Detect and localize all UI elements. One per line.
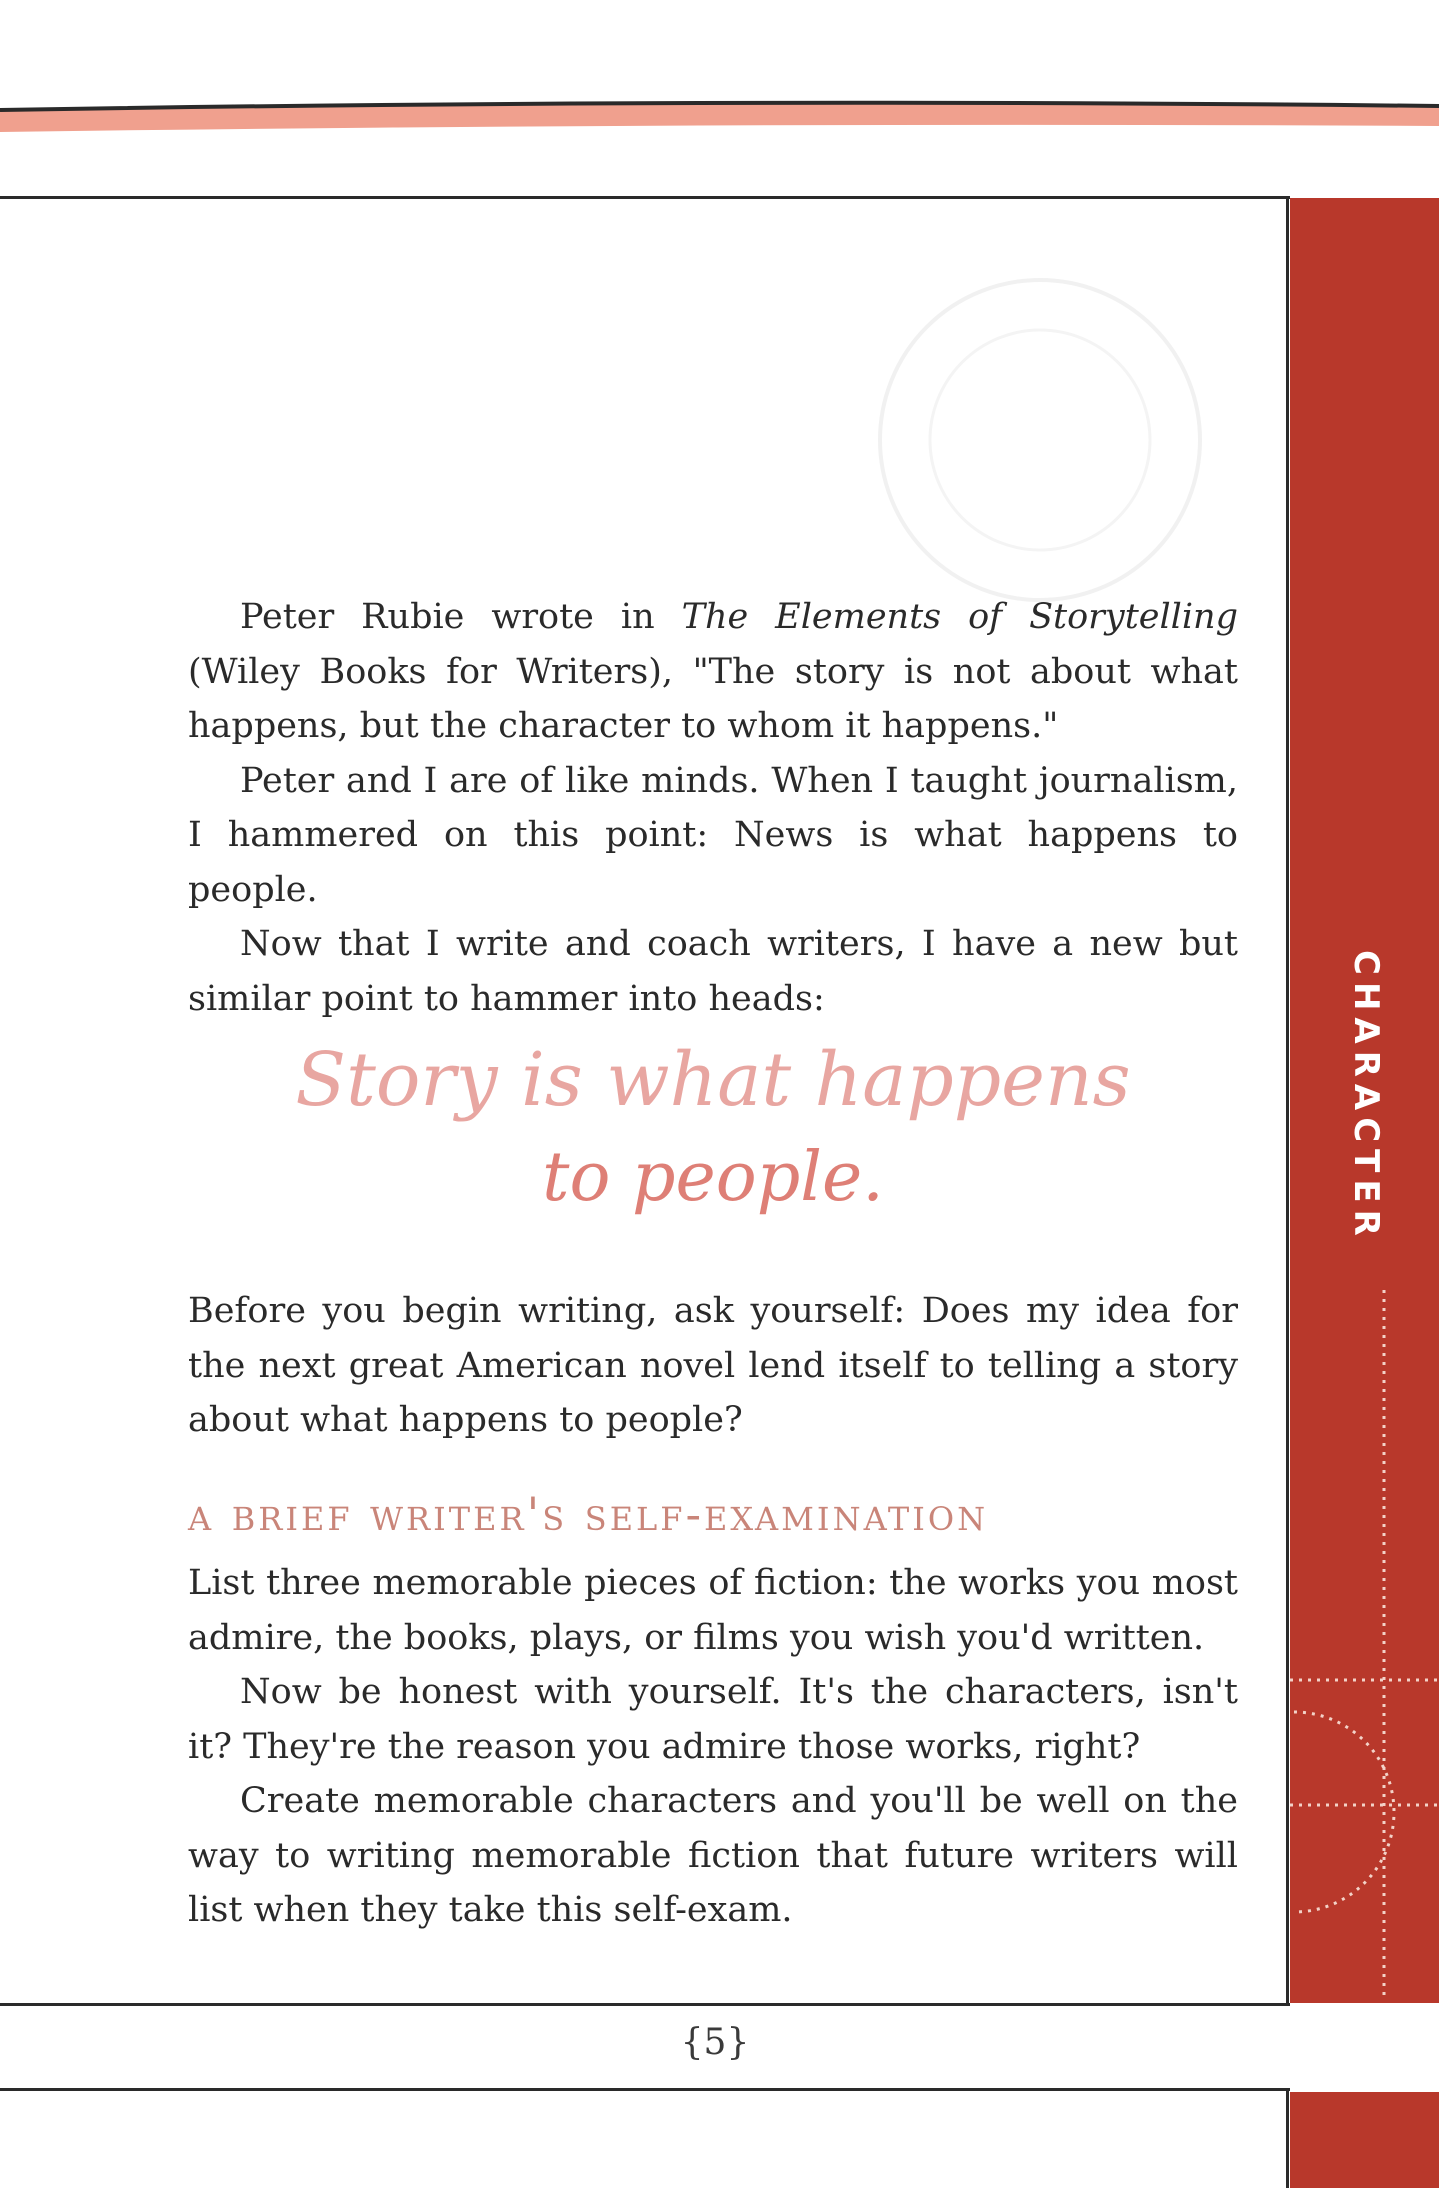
paragraph-be-honest: Now be honest with yourself. It's the characters, isn't it? They're the reason you admire those works, right? <box>188 1672 1238 1767</box>
book-title: The Elements of Storytelling <box>681 597 1238 637</box>
section-subhead: a brief writer's self-examination <box>188 1487 989 1541</box>
pull-quote-line-1: Story is what happens <box>295 1037 1131 1123</box>
paragraph-create-characters: Create memorable characters and you'll be well on the way to writing memorable fiction that future writers will list when they take this self-exam. <box>188 1781 1238 1930</box>
paragraph-rubie-quote: Peter Rubie wrote in The Elements of Storytelling (Wiley Books for Writers), "The story is not about what happens, but the character to whom it happens." <box>188 597 1238 746</box>
page-number: {5} <box>680 2022 750 2063</box>
next-page-side-tab <box>1290 2092 1439 2188</box>
paragraph-list-three: List three memorable pieces of fiction: the works you most admire, the books, plays, or films you wish you'd written. <box>188 1563 1238 1658</box>
top-rule <box>0 196 1290 199</box>
next-page-frame-rule <box>1286 2088 1289 2188</box>
self-exam-paragraphs <box>188 1556 1238 1938</box>
watermark-circle <box>840 270 1240 610</box>
pull-quote-line-2: to people. <box>542 1138 884 1217</box>
footer-top-rule <box>0 2003 1290 2006</box>
footer-bottom-rule <box>0 2088 1290 2091</box>
pull-quote <box>188 1030 1238 1226</box>
content-frame-right-rule <box>1286 196 1289 2004</box>
decorative-header-band <box>0 96 1439 136</box>
paragraph-journalism: Peter and I are of like minds. When I taught journalism, I hammered on this point: News is what happens to people. <box>188 760 1238 910</box>
paragraph-new-point: Now that I write and coach writers, I have a new but similar point to hammer into heads: <box>188 924 1238 1019</box>
paragraph-before-writing: Before you begin writing, ask yourself: Does my idea for the next great American novel lend itself to telling a story about what happens to people? <box>188 1291 1238 1440</box>
tab-dotted-ornament <box>1290 1280 1439 2000</box>
chapter-tab-label: CHARACTER <box>1346 950 1386 1243</box>
paragraph-ask-yourself <box>188 1284 1238 1448</box>
intro-paragraphs <box>188 590 1238 1026</box>
